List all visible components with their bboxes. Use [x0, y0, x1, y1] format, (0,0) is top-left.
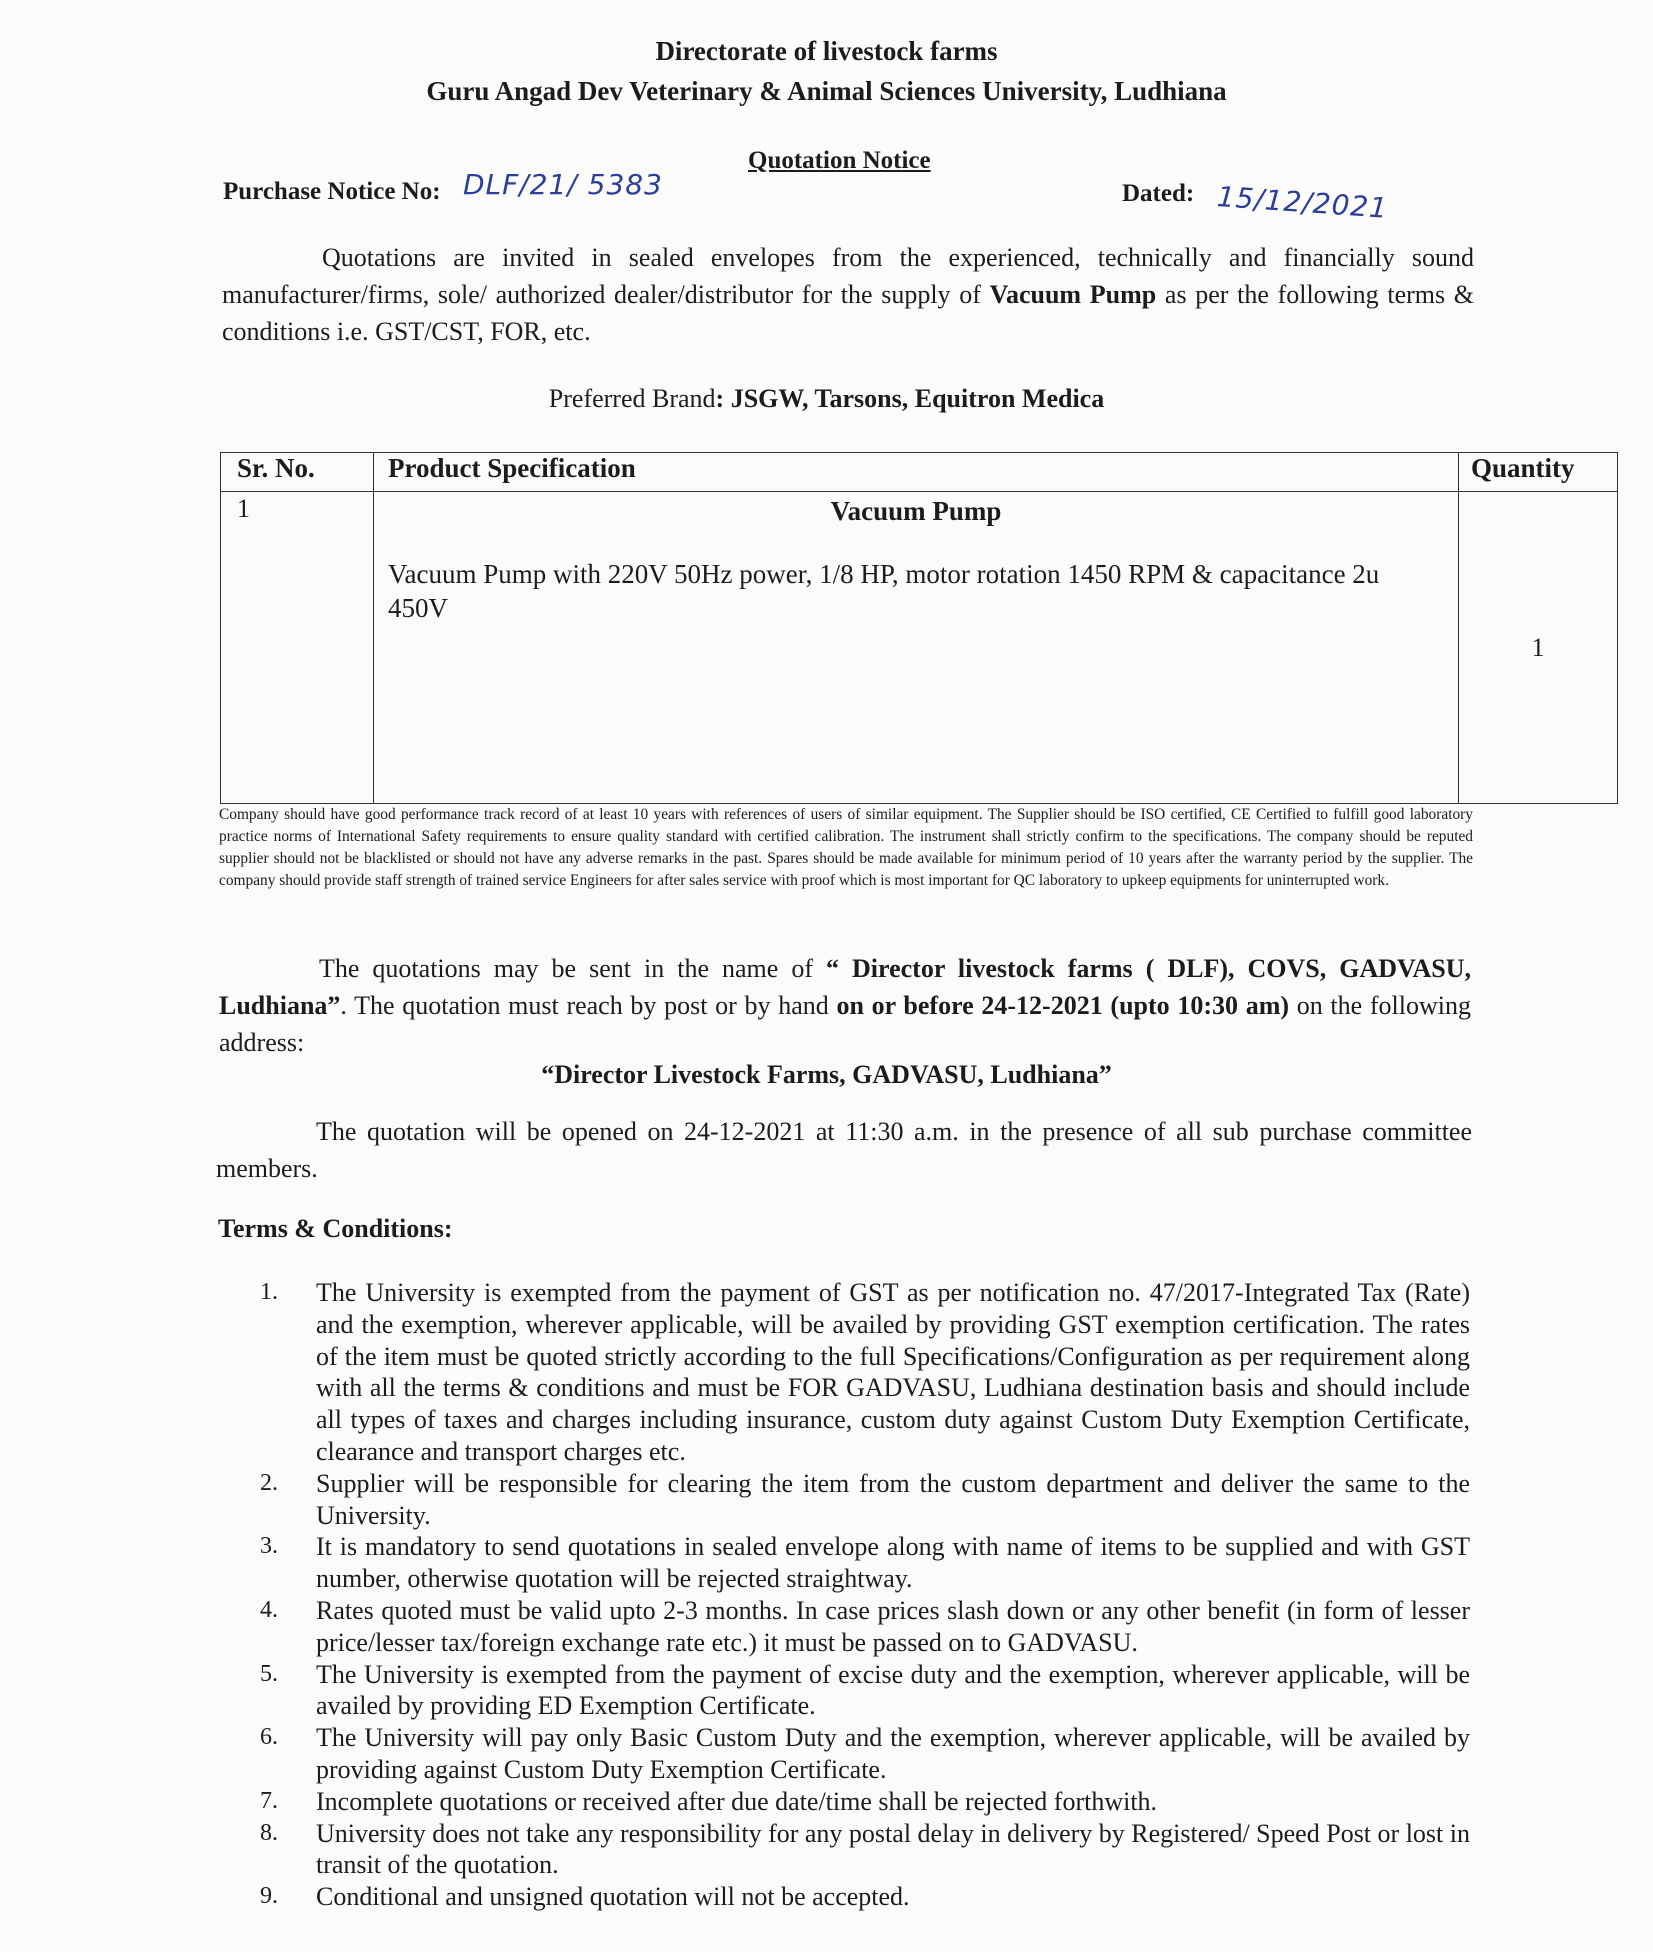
term-text: Supplier will be responsible for clearing the item from the custom department and deliver the same to the University.: [316, 1468, 1470, 1530]
quotation-notice-title: Quotation Notice: [748, 147, 931, 174]
term-number: 1.: [260, 1279, 278, 1305]
opening-paragraph: [216, 1113, 1472, 1187]
header-product-spec: Product Specification: [374, 453, 1459, 492]
opening-text: The quotation will be opened on 24-12-2021 at 11:30 a.m. in the presence of all sub purchase committee members.: [216, 1117, 1472, 1183]
product-description: Vacuum Pump with 220V 50Hz power, 1/8 HP, motor rotation 1450 RPM & capacitance 2u 450V: [388, 559, 1380, 623]
requirements-note: Company should have good performance track record of at least 10 years with references of users of similar equipment. The Supplier should be ISO certified, CE Certified to fulfill good laboratory practice norms of International Safety requirements to ensure quality standard with certified calibration. The instrument shall strictly confirm to the specifications. The company should be reputed supplier should not be blacklisted or should not have any adverse remarks in the past. Spares should be made available for minimum period of 10 years after the warranty period by the supplier. The company should provide staff strength of trained service Engineers for after sales service with proof which is most important for QC laboratory to upkeep equipments for uninterrupted work.: [219, 806, 1473, 889]
intro-text-after: as per the following terms & conditions i.e. GST/CST, FOR, etc.: [222, 280, 1475, 346]
submission-text-1: The quotations may be sent in the name of: [319, 954, 827, 983]
term-text: University does not take any responsibility for any postal delay in delivery by Registered/ Speed Post or lost in transit of the quotation.: [316, 1818, 1470, 1880]
submission-text-3: on the following address:: [219, 991, 1472, 1057]
header-quantity: Quantity: [1459, 453, 1618, 492]
term-text: The University is exempted from the payment of GST as per notification no. 47/2017-Integrated Tax (Rate) and the exemption, wherever applicable, will be availed by providing GST exemption certification. The rates of the item must be quoted strictly according to the full Specifications/Configuration as per requirement along with all the terms & conditions and must be FOR GADVASU, Ludhiana destination basis and should include all types of taxes and charges including insurance, custom duty against Custom Duty Exemption Certificate, clearance and transport charges etc.: [316, 1278, 1470, 1466]
term-text: It is mandatory to send quotations in sealed envelope along with name of items to be supplied and with GST number, otherwise quotation will be rejected straightway.: [316, 1532, 1470, 1594]
university-heading: Guru Angad Dev Veterinary & Animal Sciences University, Ludhiana: [426, 76, 1227, 106]
list-item: [260, 1786, 1470, 1818]
term-text: Rates quoted must be valid upto 2-3 months. In case prices slash down or any other benefit (in form of lesser price/lesser tax/foreign exchange rate etc.) it must be passed on to GADVASU.: [316, 1595, 1470, 1657]
submission-name: “ Director livestock farms ( DLF), COVS, GADVASU, Ludhiana”: [219, 954, 1471, 1020]
list-item: [260, 1595, 1470, 1659]
terms-list: [260, 1277, 1470, 1913]
term-number: 6.: [260, 1724, 278, 1751]
term-number: 7.: [260, 1787, 278, 1814]
submission-text-2: . The quotation must reach by post or by hand: [340, 991, 837, 1020]
brand-label: Preferred Brand: [548, 384, 716, 413]
list-item: [260, 1277, 1470, 1468]
intro-item: Vacuum Pump: [989, 280, 1157, 309]
table-row: [221, 492, 1618, 804]
submission-deadline: on or before 24-12-2021 (upto 10:30 am): [836, 991, 1290, 1020]
dated-label: Dated:: [1122, 180, 1195, 207]
term-number: 8.: [260, 1819, 278, 1846]
list-item: [260, 1659, 1470, 1723]
term-number: 5.: [260, 1660, 278, 1687]
intro-text-before: Quotations are invited in sealed envelopes from the experienced, technically and financially sound manufacturer/firms, sole/ authorized dealer/distributor for the supply of: [222, 243, 1474, 309]
intro-paragraph: [222, 239, 1474, 350]
term-text: Incomplete quotations or received after due date/time shall be rejected forthwith.: [316, 1786, 1158, 1816]
cell-quantity: 1: [1459, 492, 1618, 804]
cell-sr-no: 1: [221, 492, 374, 804]
list-item: [260, 1531, 1470, 1595]
brand-value: : JSGW, Tarsons, Equitron Medica: [715, 384, 1105, 413]
list-item: [260, 1722, 1470, 1786]
purchase-notice-number: DLF/21/ 5383: [463, 168, 663, 201]
list-item: [260, 1881, 1470, 1913]
product-title: Vacuum Pump: [830, 496, 1002, 526]
dated-value: 15/12/2021: [1215, 180, 1390, 225]
directorate-heading: Directorate of livestock farms: [655, 36, 998, 66]
terms-heading: Terms & Conditions:: [218, 1214, 453, 1243]
list-item: [260, 1818, 1470, 1882]
term-number: 4.: [260, 1596, 278, 1623]
cell-product-spec: [374, 492, 1459, 804]
term-text: The University will pay only Basic Custom Duty and the exemption, wherever applicable, will be availed by providing against Custom Duty Exemption Certificate.: [316, 1723, 1470, 1784]
term-number: 9.: [260, 1883, 278, 1910]
list-item: [260, 1468, 1470, 1532]
preferred-brand: [0, 384, 1653, 414]
purchase-notice-label: Purchase Notice No:: [223, 178, 441, 205]
term-number: 2.: [260, 1469, 278, 1496]
table-header-row: [221, 453, 1618, 492]
term-text: The University is exempted from the payment of excise duty and the exemption, wherever applicable, will be availed by providing ED Exemption Certificate.: [316, 1659, 1470, 1721]
term-text: Conditional and unsigned quotation will not be accepted.: [316, 1882, 910, 1912]
submission-address: “Director Livestock Farms, GADVASU, Ludhiana”: [541, 1060, 1112, 1089]
header-sr-no: Sr. No.: [221, 453, 374, 492]
term-number: 3.: [260, 1533, 278, 1560]
submission-paragraph: [219, 950, 1471, 1061]
product-table: [220, 452, 1618, 804]
